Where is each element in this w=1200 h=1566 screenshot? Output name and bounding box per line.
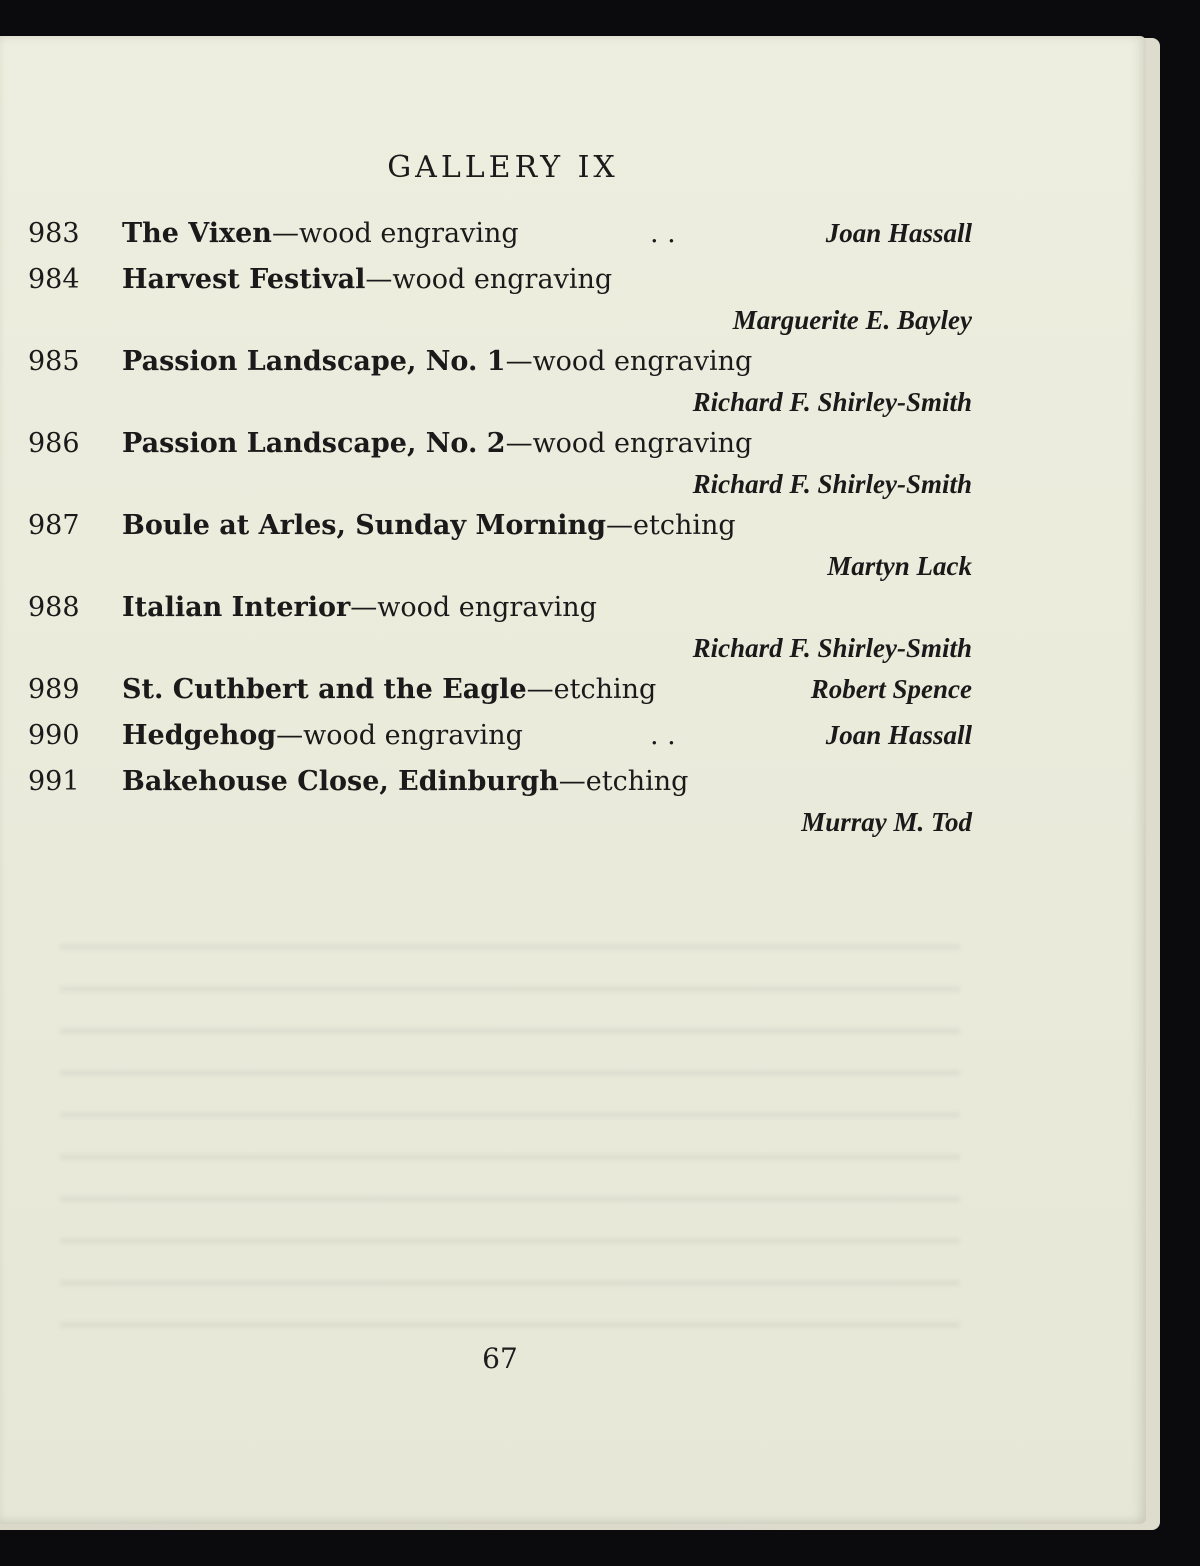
catalogue-entry xyxy=(28,510,972,591)
work-title: Boule at Arles, Sunday Morning xyxy=(122,510,607,541)
catalogue-entry xyxy=(28,264,972,345)
entry-line xyxy=(28,592,972,633)
artist-name: Richard F. Shirley-Smith xyxy=(692,633,972,663)
work-title: Bakehouse Close, Edinburgh xyxy=(122,766,559,797)
work-title: The Vixen xyxy=(122,218,272,249)
work-title: Harvest Festival xyxy=(122,264,366,295)
entry-line xyxy=(28,720,972,761)
entry-number: 988 xyxy=(28,592,80,623)
catalogue-entry xyxy=(28,346,972,427)
entry-number: 991 xyxy=(28,766,80,797)
work-title: Passion Landscape, No. 2 xyxy=(122,428,506,459)
catalogue-entries xyxy=(28,218,972,848)
work-title: St. Cuthbert and the Eagle xyxy=(122,674,527,705)
entry-line xyxy=(28,674,972,715)
catalogue-entry xyxy=(28,674,972,715)
entry-title xyxy=(122,510,736,541)
entry-title xyxy=(122,346,752,377)
entry-line xyxy=(28,346,972,387)
leader-dots: . . xyxy=(650,720,676,751)
entry-title xyxy=(122,592,597,623)
artist-name: Robert Spence xyxy=(810,674,972,704)
catalogue-entry xyxy=(28,428,972,509)
catalogue-entry xyxy=(28,720,972,761)
entry-title xyxy=(122,720,523,751)
work-medium: —wood engraving xyxy=(271,218,519,249)
entry-line xyxy=(28,510,972,551)
work-title: Passion Landscape, No. 1 xyxy=(122,346,506,377)
entry-line xyxy=(28,218,972,259)
entry-number: 985 xyxy=(28,346,80,377)
page-number: 67 xyxy=(482,1342,518,1375)
entry-number: 989 xyxy=(28,674,80,705)
artist-name: Richard F. Shirley-Smith xyxy=(692,469,972,499)
entry-number: 990 xyxy=(28,720,80,751)
leader-dots: . . xyxy=(650,218,676,249)
work-title: Hedgehog xyxy=(122,720,277,751)
catalogue-entry xyxy=(28,592,972,673)
work-medium: —etching xyxy=(558,766,689,797)
work-medium: —wood engraving xyxy=(505,428,753,459)
entry-title xyxy=(122,766,688,797)
work-medium: —etching xyxy=(526,674,657,705)
entry-number: 986 xyxy=(28,428,80,459)
entry-title xyxy=(122,428,752,459)
work-medium: —wood engraving xyxy=(365,264,613,295)
entry-title xyxy=(122,674,656,705)
entry-title xyxy=(122,264,612,295)
catalogue-entry xyxy=(28,766,972,847)
artist-name: Joan Hassall xyxy=(825,218,972,248)
work-medium: —wood engraving xyxy=(505,346,753,377)
gallery-heading: GALLERY IX xyxy=(387,150,619,185)
catalogue-entry xyxy=(28,218,972,259)
entry-number: 987 xyxy=(28,510,80,541)
entry-line xyxy=(28,264,972,305)
work-title: Italian Interior xyxy=(122,592,351,623)
artist-name: Joan Hassall xyxy=(825,720,972,750)
entry-number: 983 xyxy=(28,218,80,249)
work-medium: —wood engraving xyxy=(276,720,523,751)
artist-name: Richard F. Shirley-Smith xyxy=(692,387,972,417)
work-medium: —etching xyxy=(606,510,736,541)
artist-name: Marguerite E. Bayley xyxy=(732,305,972,335)
entry-number: 984 xyxy=(28,264,80,295)
work-medium: —wood engraving xyxy=(350,592,597,623)
entry-line xyxy=(28,428,972,469)
entry-title xyxy=(122,218,519,249)
show-through-text xyxy=(60,916,960,1336)
entry-line xyxy=(28,766,972,807)
artist-name: Martyn Lack xyxy=(827,551,972,581)
artist-name: Murray M. Tod xyxy=(801,807,972,837)
